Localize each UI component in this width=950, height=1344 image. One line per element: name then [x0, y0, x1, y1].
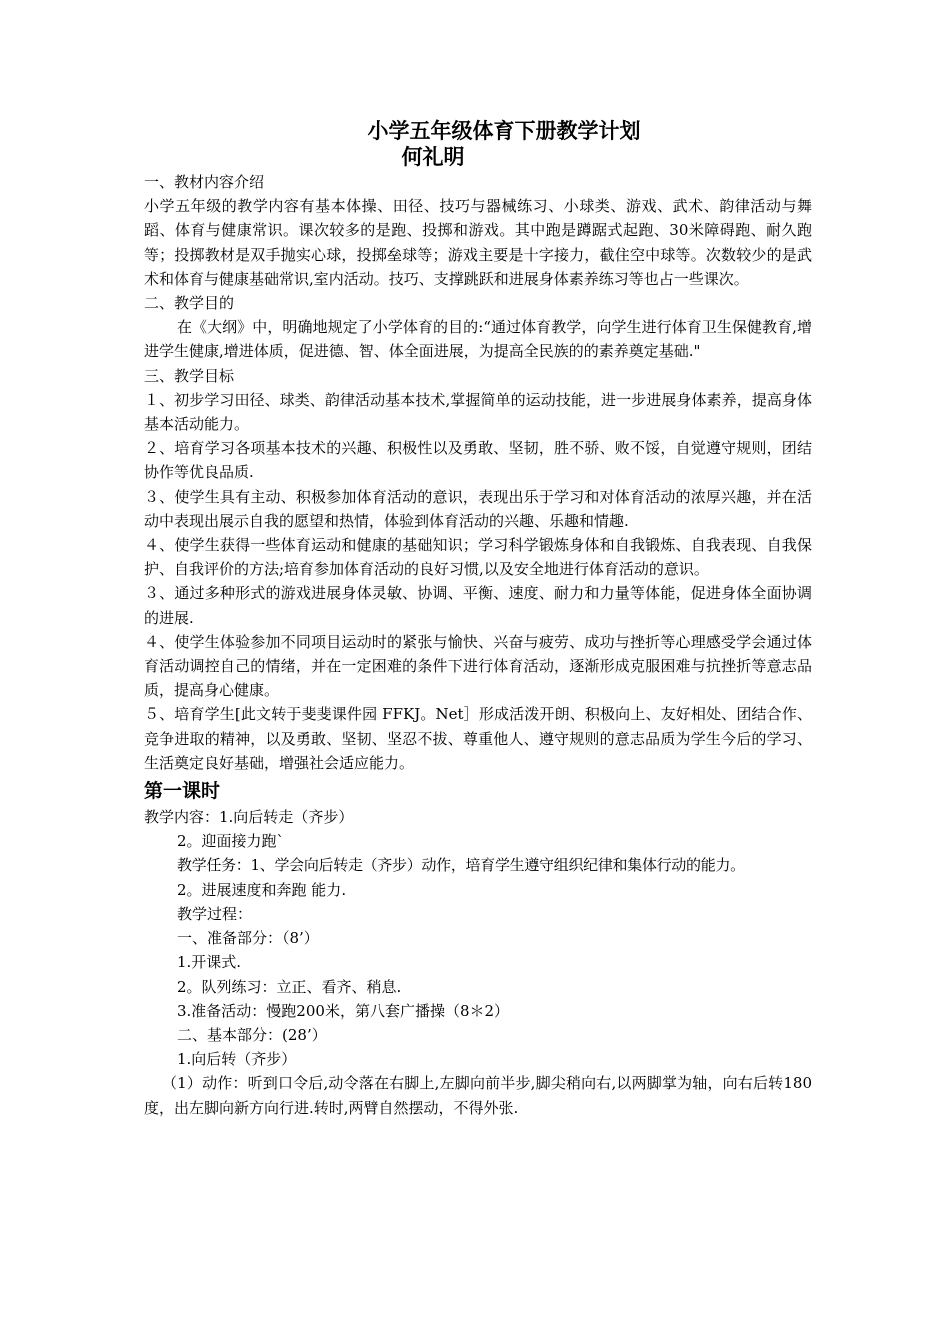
document-title: 小学五年级体育下册教学计划: [367, 119, 641, 143]
section-heading: 二、教学目的: [144, 294, 235, 313]
goal-item: ５、培育学生[此文转于斐斐课件园 FFKJ。Net］形成活泼开朗、积极向上、友好相处、团结合作、竞争进取的精神，以及勇敢、坚韧、坚忍不拔、尊重他人、遵守规则的意志品质为学生今后的学习、生活奠定良好基础，增强社会适应能力。: [144, 705, 812, 772]
lesson-line: 1.向后转（齐步）: [177, 1050, 297, 1069]
goal-item: １、初步学习田径、球类、韵律活动基本技术,掌握简单的运动技能，进一步进展身体素养，提高身体基本活动能力。: [144, 390, 812, 434]
lesson-line: 2。进展速度和奔跑 能力.: [177, 880, 347, 899]
lesson-line: （1）动作：听到口令后,动令落在右脚上,左脚向前半步,脚尖稍向右,以两脚掌为轴，向右后转180度，出左脚向新方向行进.转时,两臂自然摆动，不得外张.: [144, 1074, 812, 1117]
goal-item: ４、使学生体验参加不同项目运动时的紧张与愉快、兴奋与疲劳、成功与挫折等心理感受学会通过体育活动调控自己的情绪，并在一定困难的条件下进行体育活动，逐渐形成克服困难与抗挫折等意志品质，提高身心健康。: [144, 632, 812, 700]
lesson-line: 一、准备部分：（8’）: [177, 929, 319, 948]
lesson-line: 教学内容：1.向后转走（齐步）: [144, 808, 354, 827]
lesson-line: 教学任务：1、学会向后转走（齐步）动作，培育学生遵守组织纪律和集体行动的能力。: [177, 856, 745, 875]
goal-item: ３、使学生具有主动、积极参加体育活动的意识，表现出乐于学习和对体育活动的浓厚兴趣，并在活动中表现出展示自我的愿望和热情，体验到体育活动的兴趣、乐趣和情趣.: [144, 487, 812, 530]
goal-item: ２、培育学习各项基本技术的兴趣、积极性以及勇敢、坚韧，胜不骄、败不馁，自觉遵守规则，团结协作等优良品质.: [144, 439, 812, 482]
lesson-line: 教学过程：: [177, 904, 253, 923]
lesson-line: 二、基本部分：(28’）: [177, 1025, 327, 1044]
lesson-line: 2。迎面接力跑`: [177, 832, 285, 851]
lesson-line: 2。队列练习：立正、看齐、稍息.: [177, 977, 402, 996]
lesson-line: 1.开课式.: [177, 953, 242, 972]
lesson-line: 3.准备活动：慢跑200米，第八套广播操（8＊2）: [177, 1001, 510, 1020]
goal-item: ３、通过多种形式的游戏进展身体灵敏、协调、平衡、速度、耐力和力量等体能，促进身体全面协调的进展.: [144, 584, 812, 627]
document-author: 何礼明: [401, 145, 465, 169]
section-body: 小学五年级的教学内容有基本体操、田径、技巧与器械练习、小球类、游戏、武术、韵律活动与舞蹈、体育与健康常识。课次较多的是跑、投掷和游戏。其中跑是蹲踞式起跑、30米障碍跑、耐久跑等；投掷教材是双手抛实心球，投掷垒球等；游戏主要是十字接力，截住空中球等。次数较少的是武术和体育与健康基础常识,室内活动。技巧、支撑跳跃和进展身体素养练习等也占一些课次。: [144, 197, 812, 288]
section-heading: 三、教学目标: [144, 366, 235, 385]
goal-item: ４、使学生获得一些体育运动和健康的基础知识；学习科学锻炼身体和自我锻炼、自我表现、自我保护、自我评价的方法;培育参加体育活动的良好习惯,以及安全地进行体育活动的意识。: [144, 536, 812, 579]
lesson-heading: 第一课时: [144, 780, 221, 803]
section-heading: 一、教材内容介绍: [144, 173, 265, 191]
section-body: 在《大纲》中，明确地规定了小学体育的目的:“通过体育教学，向学生进行体育卫生保健教育,增进学生健康,增进体质，促进德、智、体全面进展，为提高全民族的的素养奠定基础.": [144, 318, 812, 361]
document-page: [144, 118, 812, 1120]
